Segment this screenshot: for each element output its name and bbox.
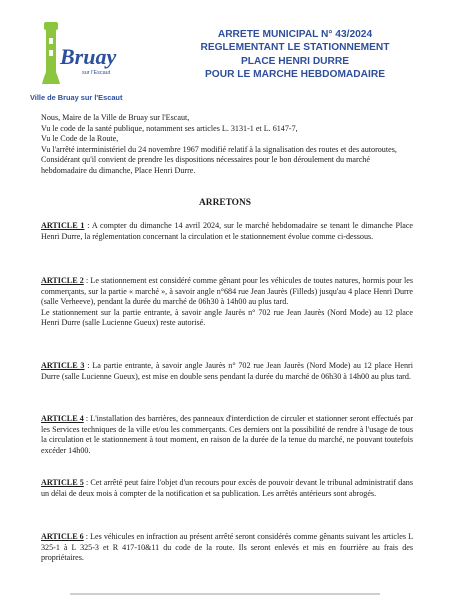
- logo-wordmark: Bruay: [60, 44, 117, 69]
- article-text: Cet arrêté peut faire l'objet d'un recours pour excès de pouvoir devant le tribunal administratif dans un délai de deux mois à compter de la notification et sa publication. Les arrêtés antérieurs sont abrogés.: [41, 478, 413, 498]
- article-label: ARTICLE 2: [41, 276, 84, 285]
- preamble: [41, 113, 413, 177]
- footer-rule: [70, 591, 380, 597]
- title-line: PLACE HENRI DURRE: [240, 55, 350, 67]
- preamble-line: Vu le Code de la Route,: [41, 134, 119, 144]
- logo-subtext: sur l'Escaut: [82, 70, 111, 76]
- article-paragraph: ARTICLE 4 : L'installation des barrières, des panneaux d'interdiction de circuler et stationner seront effectués par les Services techniques de la ville et/ou les commerçants. Ces derniers ont la possibilité de rendre à l'usage de tous la circulation et le stationnement à tout moment, en raison de la durée de la tenue du marché, ne pouvant toutefois excéder 14h00.: [41, 414, 414, 455]
- article-4: [41, 414, 413, 456]
- article-paragraph: ARTICLE 2 : Le stationnement est considéré comme gênant pour les véhicules de toutes natures, hormis pour les commerçants, sur la partie « marché », à savoir angle n°684 rue Jean Jaurès (Filleds) jusqu'au 4 place Henri Durre (salle Verheeve), pendant la durée du marché de 06h30 à 14h00 au plus tard.: [41, 276, 414, 306]
- article-label: ARTICLE 6: [41, 532, 84, 541]
- preamble-line: Vu le code de la santé publique, notamment ses articles L. 3131-1 et L. 6147-7,: [41, 123, 298, 133]
- article-paragraph: [41, 308, 413, 329]
- article-label: ARTICLE 1: [41, 221, 85, 230]
- document-header: [0, 0, 450, 110]
- article-6: [41, 532, 413, 564]
- article-text: L'installation des barrières, des panneaux d'interdiction de circuler et stationner seront effectués par les Services techniques de la ville et/ou les commerçants. Ces derniers ont la possibilité de rendre à l'usage de tous la circulation et le stationnement à tout moment, en raison de la durée de la tenue du marché, ne pouvant toutefois excéder 14h00.: [41, 414, 414, 455]
- article-5: [41, 478, 413, 499]
- preamble-line: Vu l'arrêté interministériel du 24 novembre 1967 modifié relatif à la signalisation des routes et des autoroutes,: [41, 144, 397, 154]
- article-label: ARTICLE 5: [41, 478, 84, 487]
- article-3: [41, 361, 413, 382]
- article-paragraph: ARTICLE 1 : A compter du dimanche 14 avril 2024, sur le marché hebdomadaire se tenant le dimanche Place Henri Durre, la réglementation concernant la circulation et le stationnement évolue comme ci-dessous.: [41, 221, 413, 241]
- arretons-heading: ARRETONS: [199, 198, 251, 208]
- article-2: [41, 276, 413, 329]
- article-1: [41, 221, 413, 242]
- title-line: POUR LE MARCHE HEBDOMADAIRE: [205, 69, 385, 81]
- article-label: ARTICLE 4: [41, 414, 84, 423]
- article-paragraph: ARTICLE 3 : La partie entrante, à savoir angle Jaurès n° 702 rue Jean Jaurès (Nord Mode) au 12 place Henri Durre (salle Lucienne Gueux), est mise en double sens pendant la durée du marché de 06h30 à 14h00 au plus tard.: [41, 361, 413, 381]
- article-text: Le stationnement sur la partie entrante, à savoir angle Jaurès n° 702 rue Jean Jaurès (Nord Mode) au 12 place Henri Durre (salle Lucienne Gueux) reste autorisé.: [41, 307, 413, 327]
- town-logo: [38, 20, 117, 90]
- article-text: A compter du dimanche 14 avril 2024, sur le marché hebdomadaire se tenant le dimanche Place Henri Durre, la réglementation concernant la circulation et le stationnement évolue comme ci-dessous.: [41, 221, 413, 241]
- article-paragraph: ARTICLE 6 : Les véhicules en infraction au présent arrêté seront considérés comme gênants suivant les articles L 325-1 à L 325-3 et R 417-10&11 du code de la route. Ils seront enlevés et mis en fourrière au frais des propriétaires.: [41, 532, 414, 562]
- article-text: Les véhicules en infraction au présent arrêté seront considérés comme gênants suivant les articles L 325-1 à L 325-3 et R 417-10&11 du code de la route. Ils seront enlevés et mis en fourrière au frais des propriétaires.: [41, 532, 414, 562]
- title-line: REGLEMENTANT LE STATIONNEMENT: [200, 42, 390, 54]
- article-paragraph: ARTICLE 5 : Cet arrêté peut faire l'objet d'un recours pour excès de pouvoir devant le tribunal administratif dans un délai de deux mois à compter de la notification et sa publication. Les arrêtés antérieurs sont abrogés.: [41, 478, 413, 498]
- article-text: La partie entrante, à savoir angle Jaurès n° 702 rue Jean Jaurès (Nord Mode) au 12 place Henri Durre (salle Lucienne Gueux), est mise en double sens pendant la durée du marché de 06h30 à 14h00 au plus tard.: [41, 361, 413, 381]
- article-label: ARTICLE 3: [41, 361, 85, 370]
- decree-title: [160, 28, 430, 82]
- title-line: ARRETE MUNICIPAL N° 43/2024: [217, 29, 373, 40]
- preamble-line: Nous, Maire de la Ville de Bruay sur l'Escaut,: [41, 113, 190, 122]
- logo-caption: Ville de Bruay sur l'Escaut: [30, 93, 123, 102]
- article-text: Le stationnement est considéré comme gênant pour les véhicules de toutes natures, hormis pour les commerçants, sur la partie « marché », à savoir angle n°684 rue Jean Jaurès (Filleds) jusqu'au 4 place Henri Durre (salle Verheeve), pendant la durée du marché de 06h30 à 14h00 au plus tard.: [41, 276, 414, 306]
- preamble-line: Considérant qu'il convient de prendre les dispositions nécessaires pour le bon déroulement du marché hebdomadaire du dimanche, Place Henri Durre.: [41, 155, 370, 175]
